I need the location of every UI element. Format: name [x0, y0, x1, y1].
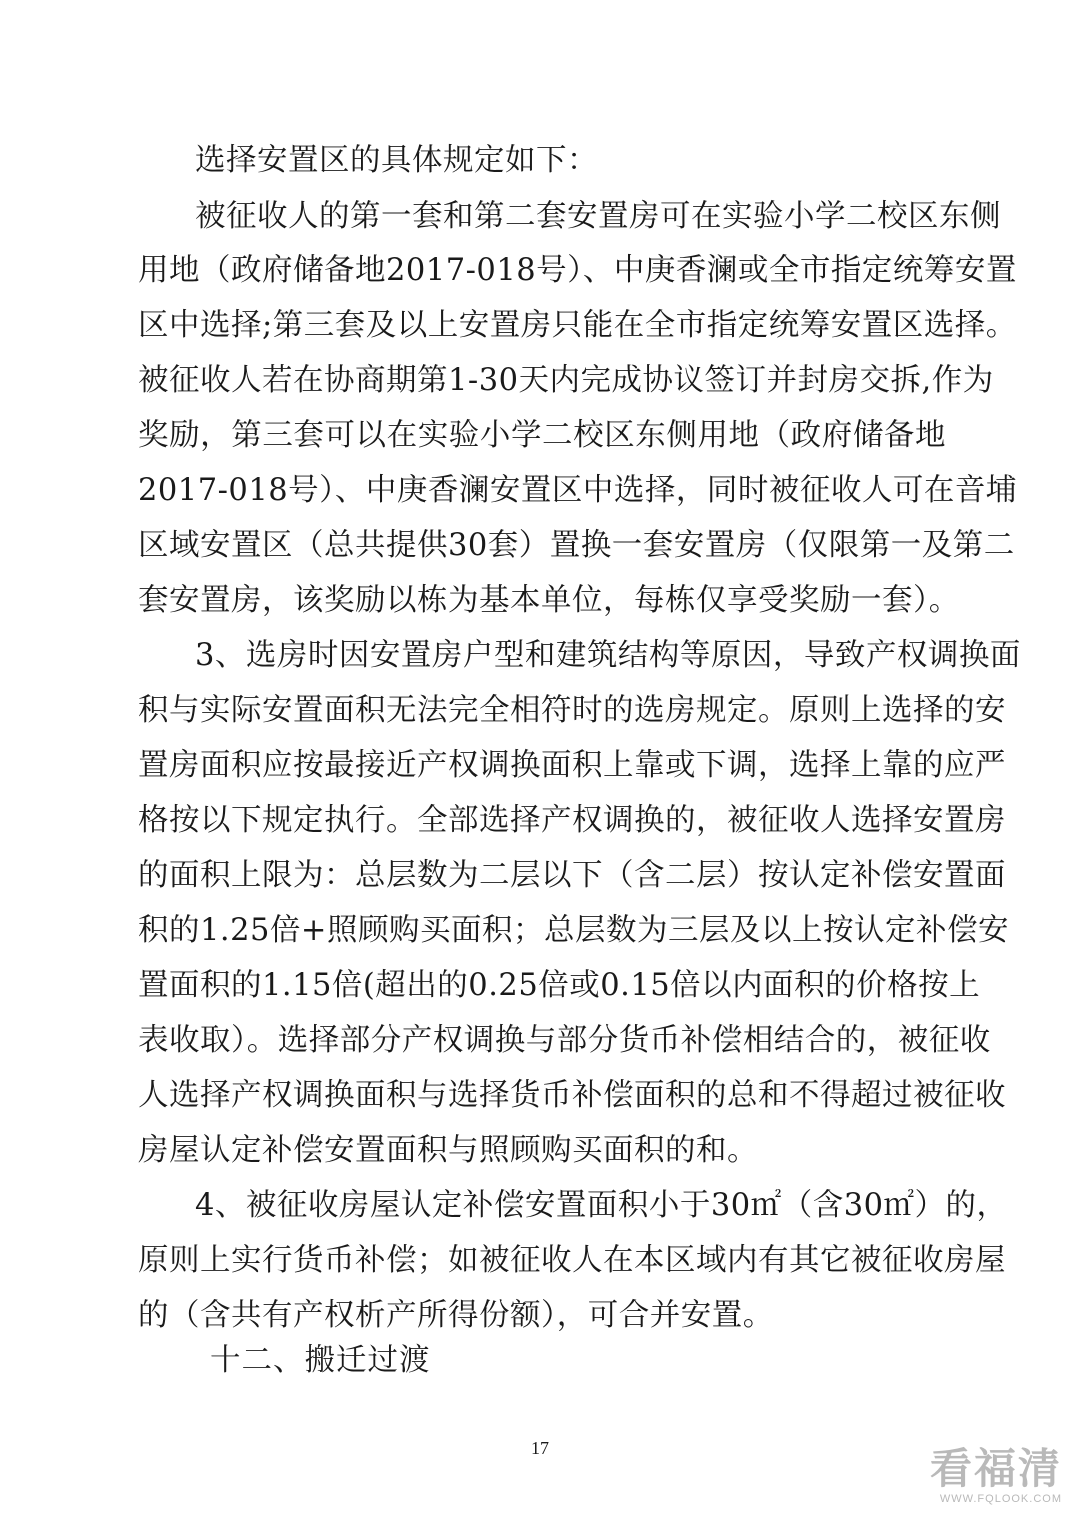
- paragraph-3-line: 4、被征收房屋认定补偿安置面积小于30㎡（含30㎡）的，: [195, 1188, 1008, 1223]
- page-number: 17: [531, 1438, 549, 1458]
- paragraph-1-line: 被征收人若在协商期第1-30天内完成协议签订并封房交拆,作为: [138, 363, 994, 398]
- paragraph-1-line: 套安置房，该奖励以栋为基本单位，每栋仅享受奖励一套）。: [138, 583, 960, 618]
- paragraph-3-line: 的（含共有产权析产所得份额），可合并安置。: [138, 1298, 774, 1333]
- paragraph-2-line: 表收取）。选择部分产权调换与部分货币补偿相结合的，被征收: [138, 1023, 991, 1058]
- paragraph-2-line: 人选择产权调换面积与选择货币补偿面积的总和不得超过被征收: [138, 1078, 1006, 1113]
- watermark-url: WWW.FQLOOK.COM: [939, 1493, 1062, 1505]
- paragraph-1-line: 被征收人的第一套和第二套安置房可在实验小学二校区东侧: [195, 199, 1001, 234]
- paragraph-2-line: 置房面积应按最接近产权调换面积上靠或下调，选择上靠的应严: [138, 748, 1006, 783]
- paragraph-1-line: 2017-018号）、中庚香澜安置区中选择，同时被征收人可在音埔: [138, 473, 1017, 508]
- paragraph-2-line: 格按以下规定执行。全部选择产权调换的，被征收人选择安置房: [138, 803, 1006, 838]
- paragraph-1-line: 奖励，第三套可以在实验小学二校区东侧用地（政府储备地: [138, 418, 946, 453]
- paragraph-1-line: 用地（政府储备地2017-018号）、中庚香澜或全市指定统筹安置: [138, 253, 1017, 288]
- paragraph-2-line: 置面积的1.15倍(超出的0.25倍或0.15倍以内面积的价格按上: [138, 968, 981, 1003]
- paragraph-2-line: 的面积上限为：总层数为二层以下（含二层）按认定补偿安置面: [138, 858, 1006, 893]
- paragraph-2-line: 积与实际安置面积无法完全相符时的选房规定。原则上选择的安: [138, 693, 1006, 728]
- paragraph-2-line: 积的1.25倍+照顾购买面积；总层数为三层及以上按认定补偿安: [138, 913, 1009, 948]
- paragraph-1-line: 区域安置区（总共提供30套）置换一套安置房（仅限第一及第二: [138, 528, 1015, 563]
- paragraph-3-line: 原则上实行货币补偿；如被征收人在本区域内有其它被征收房屋: [138, 1243, 1006, 1278]
- paragraph-2-line: 房屋认定补偿安置面积与照顾购买面积的和。: [138, 1133, 758, 1168]
- paragraph-1-line: 区中选择;第三套及以上安置房只能在全市指定统筹安置区选择。: [138, 308, 1017, 343]
- paragraph-2-line: 3、选房时因安置房户型和建筑结构等原因，导致产权调换面: [195, 638, 1021, 673]
- section-heading: 十二、搬迁过渡: [210, 1343, 431, 1378]
- watermark-logo: [892, 1446, 1062, 1506]
- intro-line: 选择安置区的具体规定如下：: [195, 143, 598, 178]
- watermark-text: 看福清: [929, 1444, 1062, 1493]
